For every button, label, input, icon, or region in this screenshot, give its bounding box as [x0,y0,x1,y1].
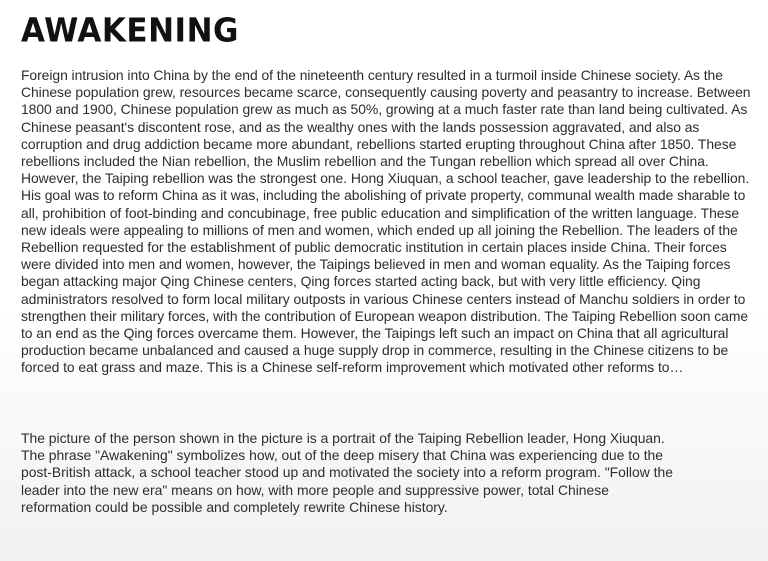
body-paragraph-2: The picture of the person shown in the picture is a portrait of the Taiping Rebellion leader, Hong Xiuquan. The phrase "Awakening" symbolizes how, out of the deep misery that China was experiencing due to the post-British attack, a school teacher stood up and motivated the society into a reform program. "Follow the leader into the new era" means on how, with more people and suppressive power, total Chinese reformation could be possible and completely rewrite Chinese history. [21,430,673,515]
body-paragraph-1: Foreign intrusion into China by the end of the nineteenth century resulted in a turmoil inside Chinese society. As the Chinese population grew, resources became scarce, consequently causing poverty and peasantry to increase. Between 1800 and 1900, Chinese population grew as much as 50%, growing at a much faster rate than land being cultivated. As Chinese peasant's discontent rose, and as the wealthy ones with the lands possession aggravated, and also as corruption and drug addiction became more abundant, rebellions started erupting throughout China after 1850. These rebellions included the Nian rebellion, the Muslim rebellion and the Tungan rebellion which spread all over China. However, the Taiping rebellion was the strongest one. Hong Xiuquan, a school teacher, gave leadership to the rebellion. His goal was to reform China as it was, including the abolishing of private property, communal wealth made sharable to all, prohibition of foot-binding and concubinage, free public education and simplification of the written language. These new ideals were appealing to millions of men and women, which ended up all joining the Rebellion. The leaders of the Rebellion requested for the establishment of public democratic institution in certain places inside China. Their forces were divided into men and women, however, the Taipings believed in men and woman equality. As the Taiping forces began attacking major Qing Chinese centers, Qing forces started acting back, but with very little efficiency. Qing administrators resolved to form local military outposts in various Chinese centers instead of Manchu soldiers in order to strengthen their military forces, with the contribution of European weapon distribution. The Taiping Rebellion soon came to an end as the Qing forces overcame them. However, the Taipings left such an impact on China that all agricultural production became unbalanced and caused a huge supply drop in commerce, resulting in the Chinese citizens to be forced to eat grass and maze. This is a Chinese self-reform improvement which motivated other reforms to… [21,67,751,376]
page-title: AWAKENING [21,12,239,50]
